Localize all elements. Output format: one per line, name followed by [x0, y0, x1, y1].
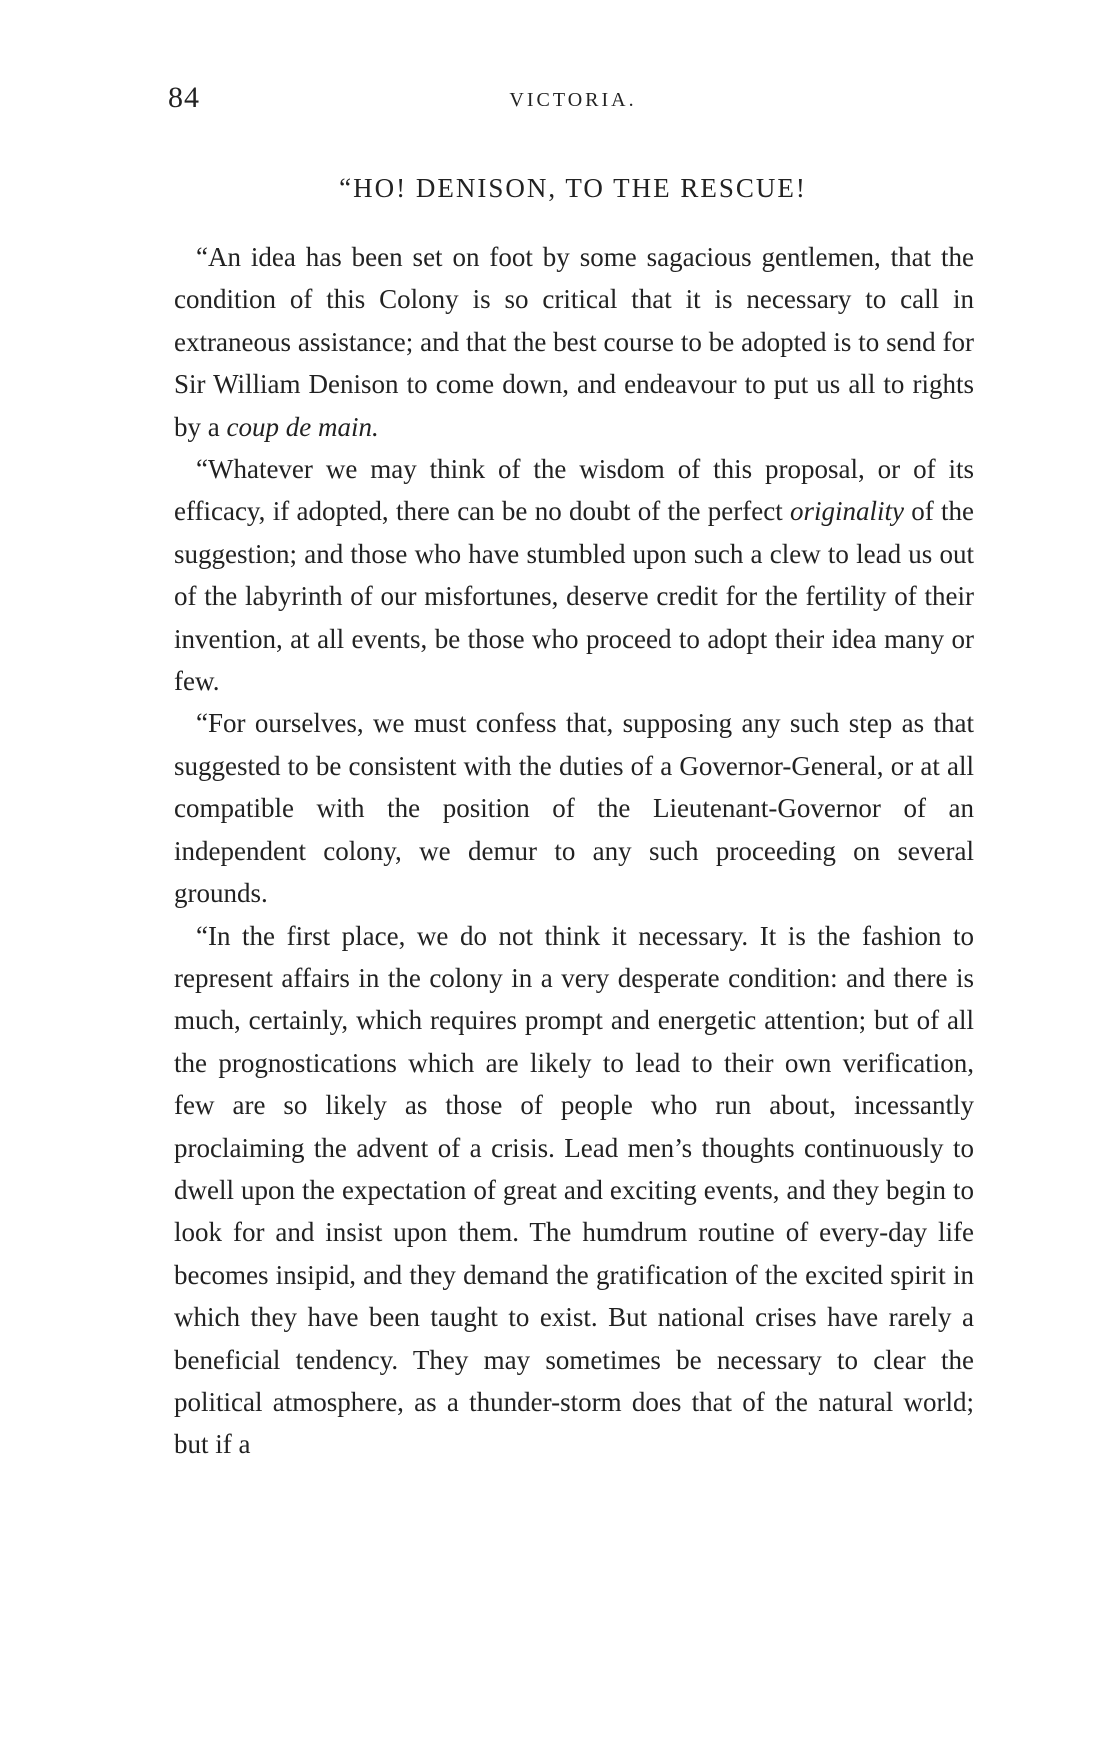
- paragraph-4: “In the first place, we do not think it necessary. It is the fashion to represent affairs in the colony in a very desperate condition: and there is much, certainly, which requires prompt and energetic attention; but of all the prognostications which are likely to lead to their own verification, few are so likely as those of people who run about, incessantly proclaiming the advent of a crisis. Lead men’s thoughts continuously to dwell upon the expectation of great and exciting events, and they begin to look for and insist upon them. The humdrum routine of every-day life becomes insipid, and they demand the gratification of the excited spirit in which they have been taught to exist. But national crises have rarely a beneficial tendency. They may sometimes be necessary to clear the political atmosphere, as a thunder-storm does that of the natural world; but if a: [174, 920, 974, 1460]
- paragraph-2-text: “Whatever we may think of the wisdom of this proposal, or of its efficacy, if adopted, there can be no doubt of the perfect: [174, 454, 974, 527]
- paragraph-1-text: “An idea has been set on foot by some sagacious gentlemen, that the condition of this Colony is so critical that it is necessary to call in extraneous assistance; and that the best course to be adopted is to send for Sir William Denison to come down, and endeavour to put us all to rights by a: [174, 242, 974, 442]
- running-title: VICTORIA.: [509, 89, 637, 111]
- paragraph-2-text-end: of the suggestion; and those who have stumbled upon such a clew to lead us out of the labyrinth of our misfortunes, deserve credit for the fertility of their invention, at all events, be those who proceed to adopt their idea many or few.: [174, 496, 974, 697]
- running-head: [168, 78, 978, 118]
- paragraph-2: [174, 448, 974, 702]
- paragraph-3: “For ourselves, we must confess that, supposing any such step as that suggested to be consistent with the duties of a Governor-General, or at all compatible with the position of the Lieutenant-Governor of an independent colony, we demur to any such proceeding on several grounds.: [174, 708, 974, 909]
- section-heading: “HO! DENISON, TO THE RESCUE!: [339, 173, 807, 203]
- paragraph-2-italic: originality: [789, 496, 904, 527]
- paragraph-1-italic: coup de main.: [226, 411, 379, 442]
- body-text: [174, 236, 974, 1466]
- paragraph-1: [174, 236, 974, 448]
- page-number: 84: [168, 81, 200, 114]
